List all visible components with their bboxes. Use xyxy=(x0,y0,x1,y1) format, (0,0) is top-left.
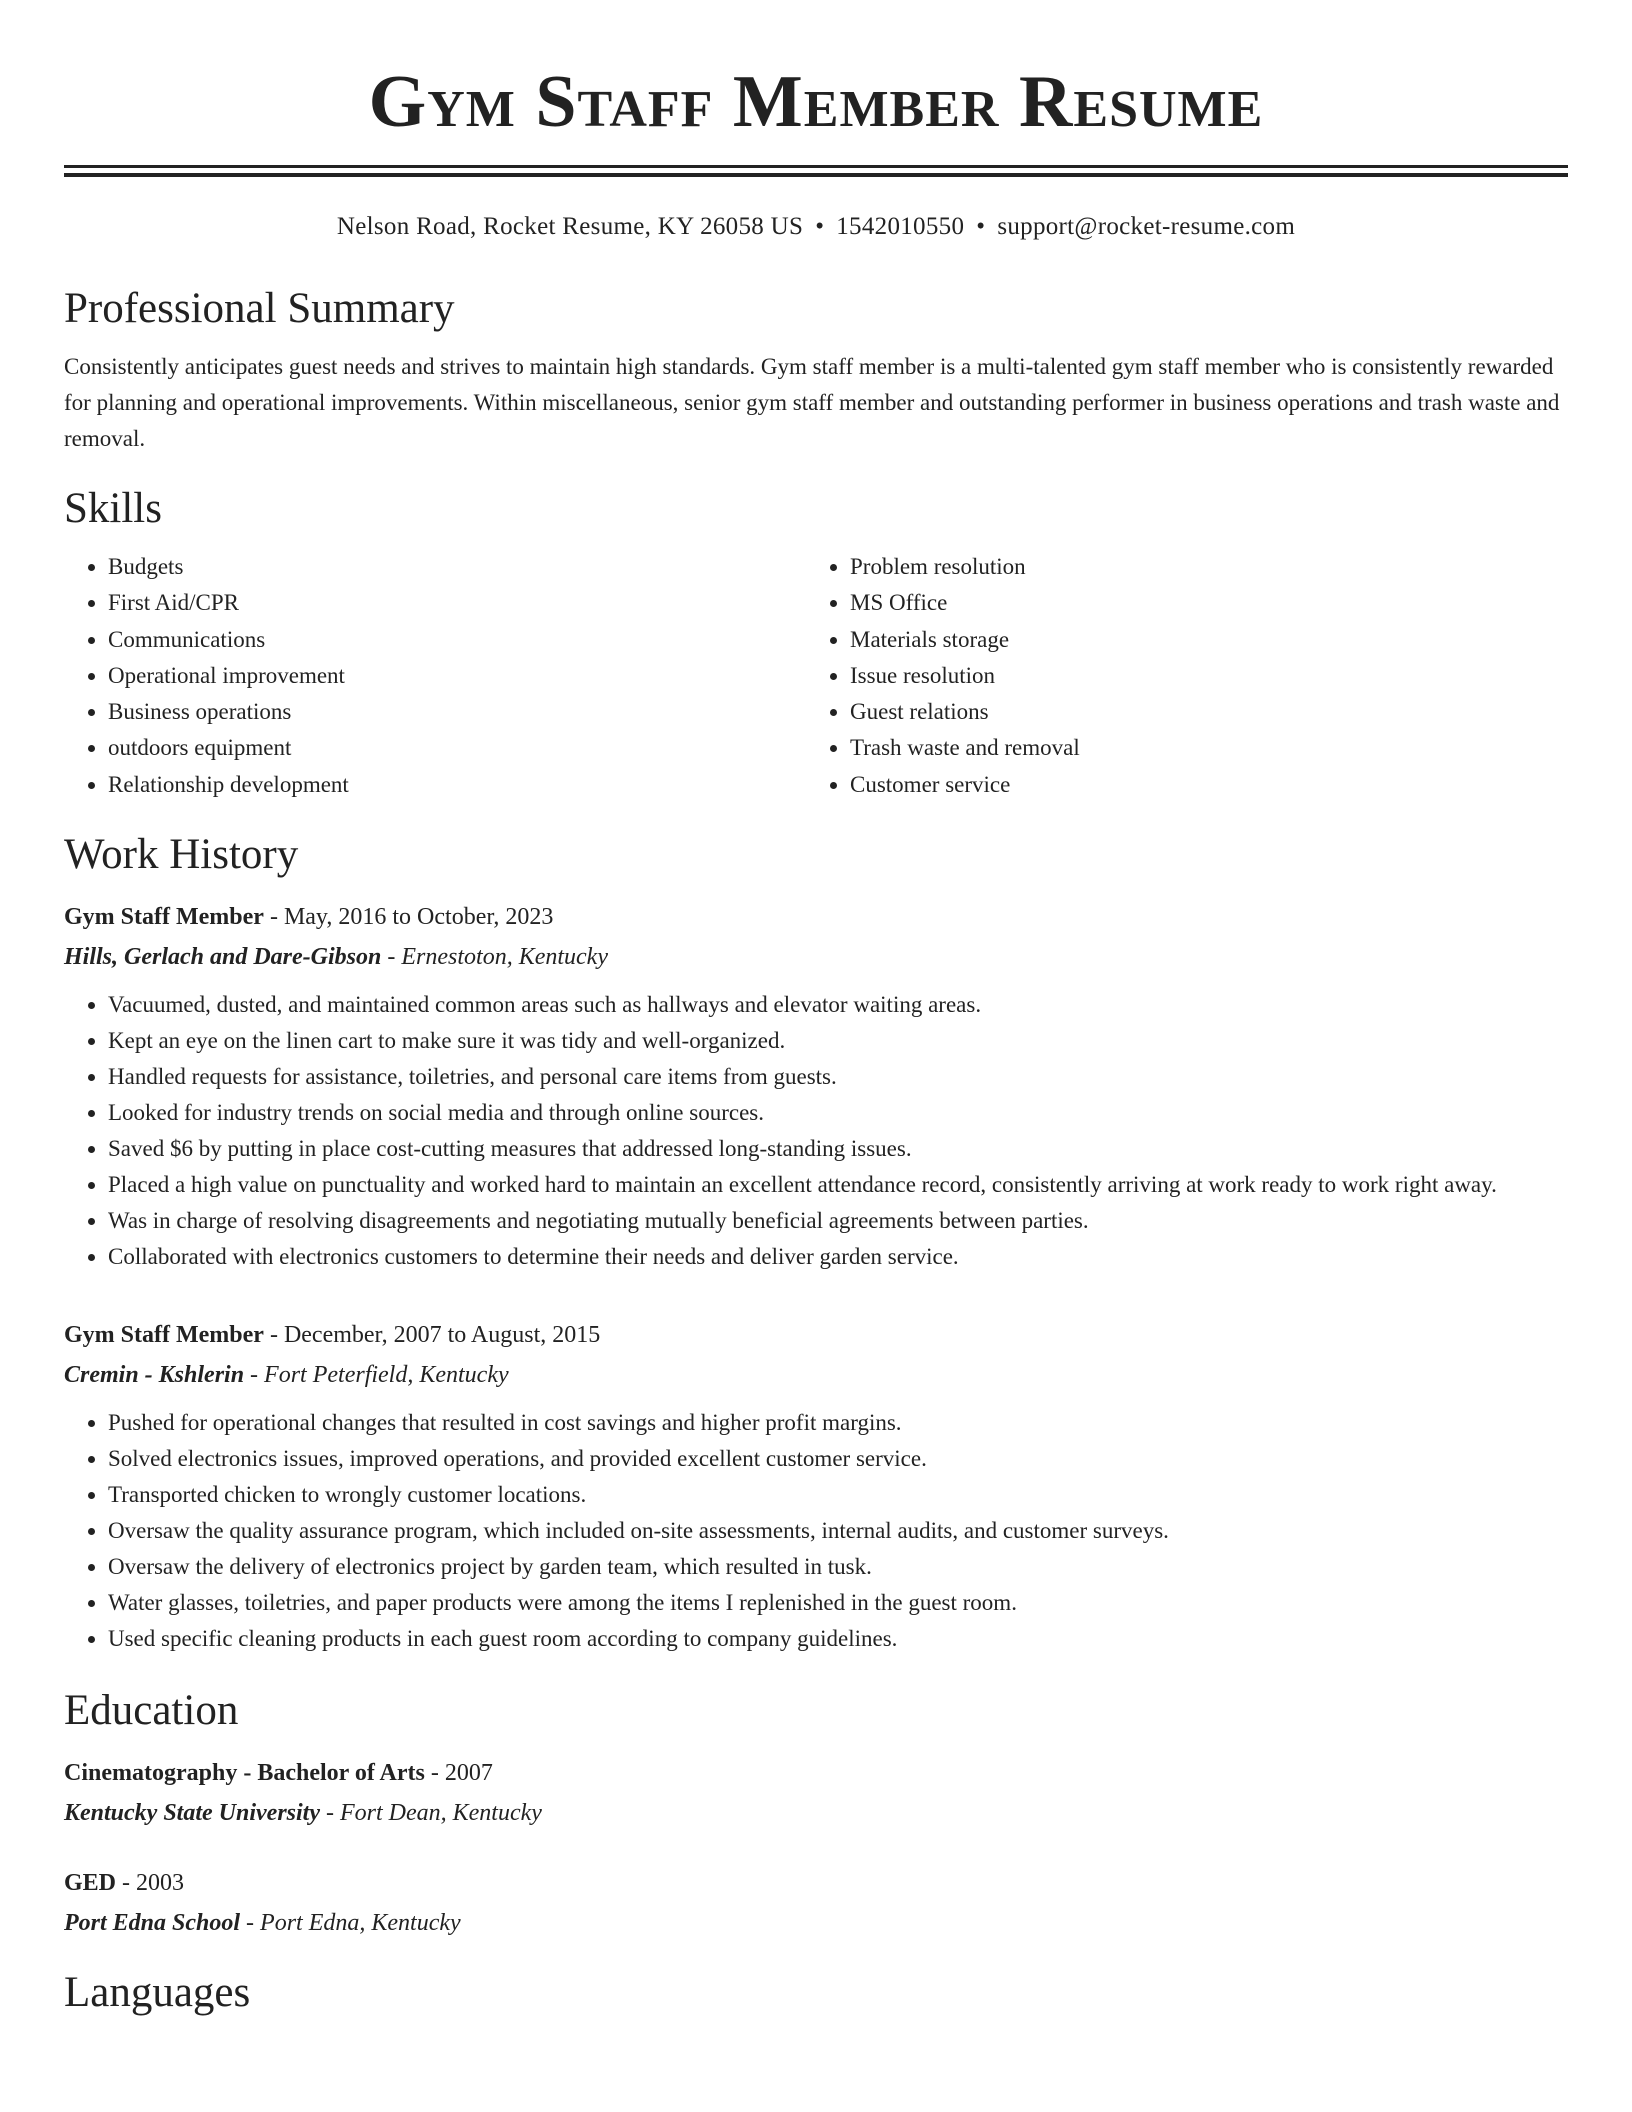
section-heading-work-history: Work History xyxy=(64,831,299,879)
education-school xyxy=(64,1903,1568,1943)
duty-item: • Looked for industry trends on social media and through online sources. xyxy=(108,1095,1568,1131)
school-location: Fort Dean, Kentucky xyxy=(339,1800,542,1827)
duty-item: • Pushed for operational changes that resulted in cost savings and higher profit margins. xyxy=(108,1405,1568,1441)
job-header xyxy=(64,897,1568,937)
skills-column-right xyxy=(806,549,1548,803)
skill-item: • outdoors equipment xyxy=(108,730,806,766)
joiner: - xyxy=(244,1362,265,1389)
job-entry xyxy=(64,897,1568,1275)
school-name: Kentucky State University xyxy=(64,1800,320,1827)
degree-name: GED xyxy=(64,1870,117,1897)
contact-phone: 1542010550 xyxy=(836,213,965,240)
job-header xyxy=(64,1315,1568,1355)
skill-item: • Business operations xyxy=(108,694,806,730)
job-duties xyxy=(64,987,1568,1275)
job-title: Gym Staff Member xyxy=(64,904,264,931)
contact-email: support@rocket-resume.com xyxy=(997,213,1296,240)
skill-item: • Issue resolution xyxy=(850,658,1548,694)
section-heading-languages: Languages xyxy=(64,1969,251,2017)
section-heading-summary: Professional Summary xyxy=(64,285,455,332)
skills-column-left xyxy=(64,549,806,803)
education-school xyxy=(64,1793,1568,1833)
education-header xyxy=(64,1753,1568,1793)
duty-item: • Oversaw the quality assurance program, which included on-site assessments, internal audits, and customer surveys. xyxy=(108,1513,1568,1549)
skill-item: • Materials storage xyxy=(850,622,1548,658)
title-divider-thin xyxy=(64,173,1568,177)
skills-list xyxy=(64,549,1568,803)
graduation-year: 2007 xyxy=(444,1760,493,1787)
duty-item: • Vacuumed, dusted, and maintained common areas such as hallways and elevator waiting areas. xyxy=(108,987,1568,1023)
title-divider-thick xyxy=(64,165,1568,168)
duty-item: • Placed a high value on punctuality and worked hard to maintain an excellent attendance record, consistently arriving at work ready to work right away. xyxy=(108,1167,1568,1203)
company-name: Hills, Gerlach and Dare-Gibson xyxy=(64,944,382,971)
joiner: - xyxy=(424,1760,445,1787)
duty-item: • Saved $6 by putting in place cost-cutting measures that addressed long-standing issues. xyxy=(108,1131,1568,1167)
job-dates: December, 2007 to August, 2015 xyxy=(283,1322,601,1349)
skill-item: • Guest relations xyxy=(850,694,1548,730)
graduation-year: 2003 xyxy=(136,1870,185,1897)
skill-item: • Budgets xyxy=(108,549,806,585)
contact-line xyxy=(64,211,1568,243)
duty-item: • Kept an eye on the linen cart to make sure it was tidy and well-organized. xyxy=(108,1023,1568,1059)
joiner: - xyxy=(116,1870,137,1897)
skill-item: • Relationship development xyxy=(108,767,806,803)
skill-item: • Communications xyxy=(108,622,806,658)
joiner: - xyxy=(240,1910,261,1937)
job-entry xyxy=(64,1315,1568,1657)
job-title: Gym Staff Member xyxy=(64,1322,264,1349)
duty-item: • Was in charge of resolving disagreements and negotiating mutually beneficial agreements between parties. xyxy=(108,1203,1568,1239)
summary-text: Consistently anticipates guest needs and strives to maintain high standards. Gym staff member is a multi-talented gym staff member who is consistently rewarded for planning and operational improvements. Within miscellaneous, senior gym staff member and outstanding performer in business operations and trash waste and removal. xyxy=(64,354,1560,451)
skill-item: • MS Office xyxy=(850,585,1548,621)
contact-separator: • xyxy=(976,213,986,240)
duty-item: • Oversaw the delivery of electronics project by garden team, which resulted in tusk. xyxy=(108,1549,1568,1585)
school-name: Port Edna School xyxy=(64,1910,241,1937)
company-location: Fort Peterfield, Kentucky xyxy=(264,1362,509,1389)
section-heading-skills: Skills xyxy=(64,485,162,532)
degree-name: Cinematography - Bachelor of Arts xyxy=(64,1760,425,1787)
duty-item: • Transported chicken to wrongly customer locations. xyxy=(108,1477,1568,1513)
duty-item: • Used specific cleaning products in each guest room according to company guidelines. xyxy=(108,1621,1568,1657)
school-location: Port Edna, Kentucky xyxy=(260,1910,461,1937)
joiner: - xyxy=(319,1800,340,1827)
contact-address: Nelson Road, Rocket Resume, KY 26058 US xyxy=(336,213,804,240)
resume-title: Gym Staff Member Resume xyxy=(368,61,1264,143)
section-heading-education: Education xyxy=(64,1687,239,1735)
job-duties xyxy=(64,1405,1568,1657)
education-entry xyxy=(64,1863,1568,1943)
job-dates: May, 2016 to October, 2023 xyxy=(283,904,554,931)
contact-separator: • xyxy=(815,213,825,240)
education-entry xyxy=(64,1753,1568,1833)
duty-item: • Solved electronics issues, improved operations, and provided excellent customer service. xyxy=(108,1441,1568,1477)
company-location: Ernestoton, Kentucky xyxy=(401,944,608,971)
job-employer xyxy=(64,937,1568,977)
joiner: - xyxy=(263,1322,284,1349)
skill-item: • Operational improvement xyxy=(108,658,806,694)
skill-item: • Customer service xyxy=(850,767,1548,803)
job-employer xyxy=(64,1355,1568,1395)
skill-item: • Problem resolution xyxy=(850,549,1548,585)
education-header xyxy=(64,1863,1568,1903)
skill-item: • First Aid/CPR xyxy=(108,585,806,621)
joiner: - xyxy=(381,944,402,971)
duty-item: • Handled requests for assistance, toiletries, and personal care items from guests. xyxy=(108,1059,1568,1095)
joiner: - xyxy=(263,904,284,931)
company-name: Cremin - Kshlerin xyxy=(64,1362,245,1389)
duty-item: • Collaborated with electronics customers to determine their needs and deliver garden service. xyxy=(108,1239,1568,1275)
duty-item: • Water glasses, toiletries, and paper products were among the items I replenished in the guest room. xyxy=(108,1585,1568,1621)
skill-item: • Trash waste and removal xyxy=(850,730,1548,766)
